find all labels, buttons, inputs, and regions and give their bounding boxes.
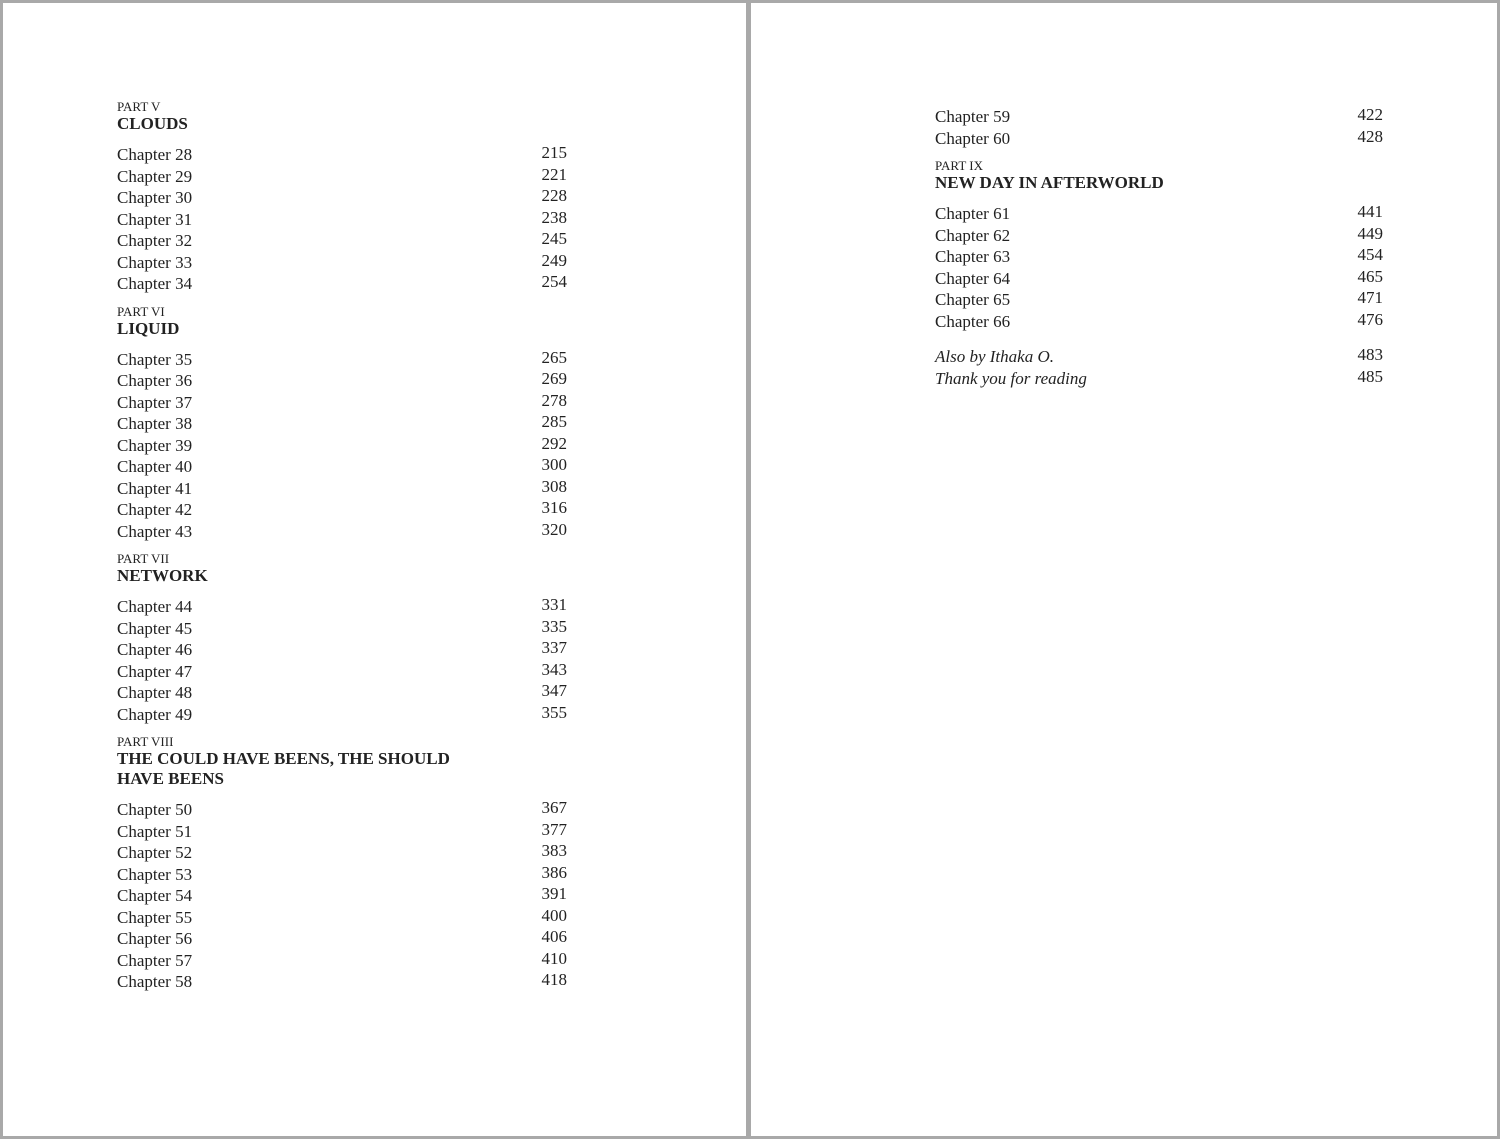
toc-entry-label: Chapter 47	[117, 661, 193, 681]
toc-entry-page-number: 418	[541, 970, 567, 989]
toc-entry[interactable]	[117, 454, 567, 476]
toc-entry-page-number: 245	[541, 229, 567, 248]
toc-entry[interactable]	[117, 390, 567, 412]
toc-entry[interactable]	[935, 223, 1383, 245]
toc-entry-label: Chapter 49	[117, 704, 193, 724]
toc-entry-label: Chapter 58	[117, 972, 193, 991]
part-section	[117, 305, 567, 541]
toc-entry-page-number: 320	[541, 519, 567, 539]
part-title: NETWORK	[117, 566, 208, 585]
toc-entry-label: Chapter 57	[117, 950, 193, 970]
part-title: LIQUID	[117, 318, 180, 338]
toc-entry-page-number: 383	[541, 841, 567, 860]
toc-entry[interactable]	[117, 368, 567, 390]
toc-entry[interactable]	[117, 883, 567, 905]
toc-entry-page-number: 337	[541, 638, 567, 657]
toc-entry-label: Chapter 34	[117, 274, 193, 293]
part-title: NEW DAY IN AFTERWORLD	[935, 173, 1164, 192]
toc-entry-page-number: 355	[541, 702, 567, 722]
toc-entry-page-number: 285	[541, 412, 567, 431]
part-section	[117, 735, 567, 991]
toc-entry-page-number: 278	[541, 390, 567, 410]
toc-entry[interactable]	[117, 347, 567, 369]
toc-entry-page-number: 386	[541, 862, 567, 882]
toc-entry[interactable]	[935, 344, 1383, 366]
toc-entry-label: Chapter 61	[935, 204, 1011, 223]
toc-entry-page-number: 377	[541, 819, 567, 839]
toc-entry[interactable]	[117, 702, 567, 724]
part-section	[117, 552, 567, 723]
toc-entry[interactable]	[117, 819, 567, 841]
toc-entry-page-number: 269	[541, 369, 567, 388]
toc-entry-label: Chapter 66	[935, 311, 1011, 331]
toc-entry[interactable]	[935, 201, 1383, 223]
toc-entry[interactable]	[117, 637, 567, 659]
toc-entry-page-number: 367	[541, 798, 567, 817]
toc-entry-label: Chapter 35	[117, 349, 193, 369]
toc-entry-page-number: 343	[541, 659, 567, 679]
toc-entry[interactable]	[117, 969, 567, 991]
toc-entry-label: Chapter 45	[117, 618, 193, 638]
toc-entry-label: Chapter 50	[117, 800, 193, 819]
toc-entry-page-number: 254	[541, 272, 567, 291]
toc-entry[interactable]	[935, 309, 1383, 331]
toc-entry[interactable]	[117, 476, 567, 498]
toc-entry[interactable]	[117, 411, 567, 433]
toc-entry-page-number: 238	[541, 207, 567, 227]
toc-entry[interactable]	[117, 519, 567, 541]
toc-entry-page-number: 300	[541, 455, 567, 474]
part-section	[117, 100, 567, 293]
toc-entry[interactable]	[935, 244, 1383, 266]
toc-entry-label: Chapter 29	[117, 166, 193, 186]
toc-entry-page-number: 485	[1357, 366, 1383, 386]
toc-entry-label: Chapter 38	[117, 414, 193, 433]
toc-entry-label: Chapter 31	[117, 209, 193, 229]
part-label: PART VII	[117, 551, 170, 566]
part-label: PART V	[117, 99, 161, 114]
toc-entry-label: Chapter 39	[117, 435, 193, 455]
toc-entry-label: Chapter 52	[117, 843, 193, 862]
toc-entry[interactable]	[117, 164, 567, 186]
toc-entry-page-number: 441	[1357, 202, 1383, 221]
toc-entry-page-number: 308	[541, 476, 567, 496]
toc-entry-label: Chapter 42	[117, 500, 193, 519]
part-label: PART IX	[935, 158, 983, 173]
toc-entry-page-number: 410	[541, 948, 567, 968]
toc-entry-page-number: 228	[541, 186, 567, 205]
toc-entry-page-number: 449	[1357, 223, 1383, 243]
toc-entry[interactable]	[117, 905, 567, 927]
toc-entry-label: Chapter 53	[117, 864, 193, 884]
toc-entry[interactable]	[117, 616, 567, 638]
toc-entry[interactable]	[117, 659, 567, 681]
toc-entry-page-number: 422	[1357, 105, 1383, 124]
toc-entry-label: Chapter 55	[117, 907, 193, 927]
toc-entry-page-number: 249	[541, 250, 567, 270]
toc-entry[interactable]	[117, 185, 567, 207]
toc-entry-page-number: 465	[1357, 266, 1383, 286]
toc-entry-page-number: 406	[541, 927, 567, 946]
backmatter-list	[935, 344, 1383, 387]
toc-entry[interactable]	[117, 497, 567, 519]
toc-entry[interactable]	[117, 433, 567, 455]
toc-entry-label: Chapter 56	[117, 929, 193, 948]
toc-entry-page-number: 215	[541, 143, 567, 162]
toc-entry[interactable]	[117, 840, 567, 862]
toc-entry-label: Chapter 32	[117, 231, 193, 250]
toc-entry[interactable]	[117, 862, 567, 884]
toc-entry-label: Chapter 60	[935, 128, 1011, 148]
toc-entry-page-number: 347	[541, 681, 567, 700]
toc-left-column	[117, 100, 567, 991]
toc-entry-label: Also by Ithaka O.	[935, 347, 1054, 366]
toc-entry-page-number: 265	[541, 347, 567, 367]
toc-entry-label: Chapter 62	[935, 225, 1011, 245]
toc-entry[interactable]	[117, 228, 567, 250]
toc-entry-page-number: 483	[1357, 345, 1383, 364]
toc-entry-label: Chapter 59	[935, 107, 1011, 126]
toc-entry-page-number: 221	[541, 164, 567, 184]
toc-entry-page-number: 335	[541, 616, 567, 636]
part-section	[935, 159, 1383, 330]
toc-entry-label: Chapter 28	[117, 145, 193, 164]
toc-entry-label: Chapter 46	[117, 640, 193, 659]
toc-entry[interactable]	[935, 266, 1383, 288]
left-page	[3, 3, 746, 1136]
toc-entry-page-number: 476	[1357, 309, 1383, 329]
toc-entry-label: Chapter 54	[117, 886, 193, 905]
toc-entry-label: Chapter 30	[117, 188, 193, 207]
toc-entry[interactable]	[117, 271, 567, 293]
toc-entry[interactable]	[117, 207, 567, 229]
toc-entry[interactable]	[935, 126, 1383, 148]
toc-entry-page-number: 471	[1357, 288, 1383, 307]
toc-entry-label: Thank you for reading	[935, 368, 1087, 388]
continued-chapter-list	[935, 104, 1383, 147]
toc-entry-page-number: 454	[1357, 245, 1383, 264]
toc-entry-page-number: 400	[541, 905, 567, 925]
right-page	[751, 3, 1497, 1136]
toc-entry-label: Chapter 41	[117, 478, 193, 498]
toc-entry[interactable]	[117, 142, 567, 164]
toc-entry[interactable]	[935, 104, 1383, 126]
toc-entry[interactable]	[117, 926, 567, 948]
toc-entry[interactable]	[935, 287, 1383, 309]
toc-entry-page-number: 292	[541, 433, 567, 453]
toc-entry[interactable]	[117, 797, 567, 819]
toc-entry-page-number: 316	[541, 498, 567, 517]
toc-entry-label: Chapter 63	[935, 247, 1011, 266]
toc-entry-label: Chapter 37	[117, 392, 193, 412]
toc-entry-page-number: 331	[541, 595, 567, 614]
toc-entry[interactable]	[935, 366, 1383, 388]
right-sections	[935, 159, 1383, 330]
toc-entry-label: Chapter 33	[117, 252, 193, 272]
toc-entry-page-number: 391	[541, 884, 567, 903]
toc-entry-label: Chapter 65	[935, 290, 1011, 309]
toc-entry[interactable]	[117, 250, 567, 272]
toc-entry-label: Chapter 36	[117, 371, 193, 390]
toc-right-column	[935, 104, 1383, 387]
toc-entry[interactable]	[117, 594, 567, 616]
toc-entry[interactable]	[117, 680, 567, 702]
toc-entry-page-number: 428	[1357, 126, 1383, 146]
toc-entry-label: Chapter 48	[117, 683, 193, 702]
part-title: CLOUDS	[117, 114, 188, 133]
toc-entry-label: Chapter 44	[117, 597, 193, 616]
part-label: PART VI	[117, 303, 165, 319]
part-title: THE COULD HAVE BEENS, THE SHOULD HAVE BEENS	[117, 749, 450, 788]
part-label: PART VIII	[117, 734, 174, 749]
toc-entry-label: Chapter 51	[117, 821, 193, 841]
toc-entry-label: Chapter 43	[117, 521, 193, 541]
toc-entry-label: Chapter 40	[117, 457, 193, 476]
toc-entry-label: Chapter 64	[935, 268, 1011, 288]
toc-entry[interactable]	[117, 948, 567, 970]
